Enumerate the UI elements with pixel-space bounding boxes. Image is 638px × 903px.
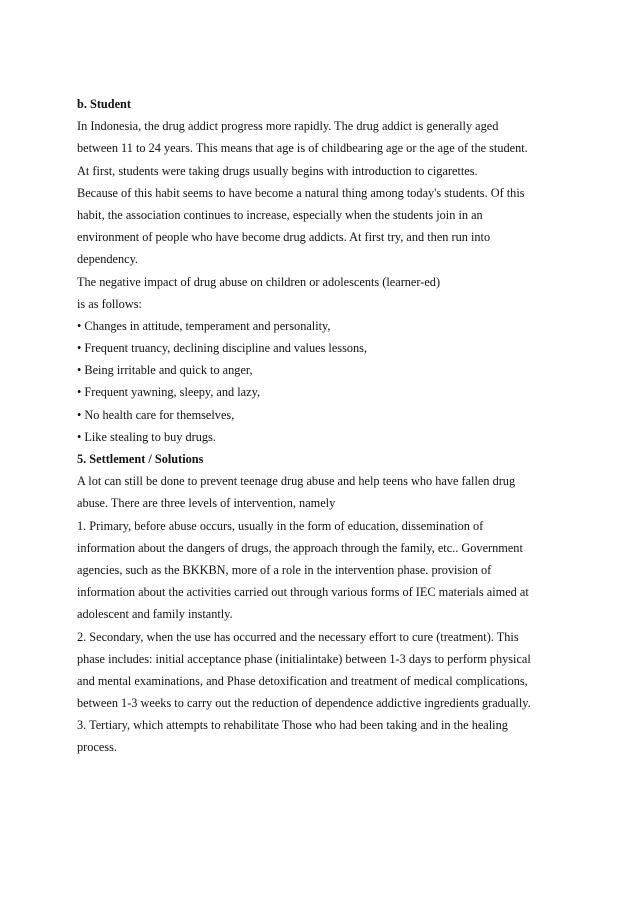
numbered-item-line: 3. Tertiary, which attempts to rehabilitate Those who had been taking and in the healing — [77, 718, 508, 733]
paragraph-line: At first, students were taking drugs usually begins with introduction to cigarettes. — [77, 163, 478, 178]
numbered-item-line: adolescent and family instantly. — [77, 607, 233, 622]
section-heading-solutions: 5. Settlement / Solutions — [77, 452, 204, 466]
numbered-item-line: process. — [77, 740, 117, 755]
bullet-item: • Frequent truancy, declining discipline and values lessons, — [77, 341, 368, 356]
paragraph-line: abuse. There are three levels of intervention, namely — [77, 496, 336, 511]
numbered-item-line: phase includes: initial acceptance phase (initialintake) between 1-3 days to perform physical — [77, 651, 531, 666]
paragraph-line: between 11 to 24 years. This means that age is of childbearing age or the age of the student. — [77, 141, 528, 156]
paragraph-line: A lot can still be done to prevent teenage drug abuse and help teens who have fallen drug — [77, 474, 516, 489]
document-body — [77, 93, 577, 759]
paragraph-line: dependency. — [77, 252, 138, 267]
paragraph-line: is as follows: — [77, 296, 142, 311]
numbered-item-line: 1. Primary, before abuse occurs, usually in the form of education, dissemination of — [77, 518, 484, 533]
bullet-item: • Frequent yawning, sleepy, and lazy, — [77, 385, 261, 400]
section-heading-student: b. Student — [77, 97, 131, 111]
paragraph-line: habit, the association continues to increase, especially when the students join in an — [77, 207, 483, 222]
numbered-item-line: information about the dangers of drugs, the approach through the family, etc.. Government — [77, 540, 523, 555]
bullet-item: • No health care for themselves, — [77, 407, 235, 422]
bullet-item: • Being irritable and quick to anger, — [77, 363, 253, 378]
numbered-item-line: information about the activities carried out through various forms of IEC materials aimed at — [77, 585, 529, 600]
bullet-item: • Changes in attitude, temperament and personality, — [77, 318, 331, 333]
bullet-item: • Like stealing to buy drugs. — [77, 429, 216, 444]
paragraph-line: The negative impact of drug abuse on children or adolescents (learner-ed) — [77, 274, 441, 289]
numbered-item-line: and mental examinations, and Phase detoxification and treatment of medical complications, — [77, 673, 528, 688]
numbered-item-line: 2. Secondary, when the use has occurred and the necessary effort to cure (treatment). This — [77, 629, 519, 644]
paragraph-line: environment of people who have become drug addicts. At first try, and then run into — [77, 230, 491, 245]
paragraph-line: Because of this habit seems to have become a natural thing among today's students. Of this — [77, 185, 525, 200]
numbered-item-line: agencies, such as the BKKBN, more of a role in the intervention phase. provision of — [77, 562, 492, 577]
numbered-item-line: between 1-3 weeks to carry out the reduction of dependence addictive ingredients gradually. — [77, 696, 531, 711]
paragraph-line: In Indonesia, the drug addict progress more rapidly. The drug addict is generally aged — [77, 119, 499, 134]
